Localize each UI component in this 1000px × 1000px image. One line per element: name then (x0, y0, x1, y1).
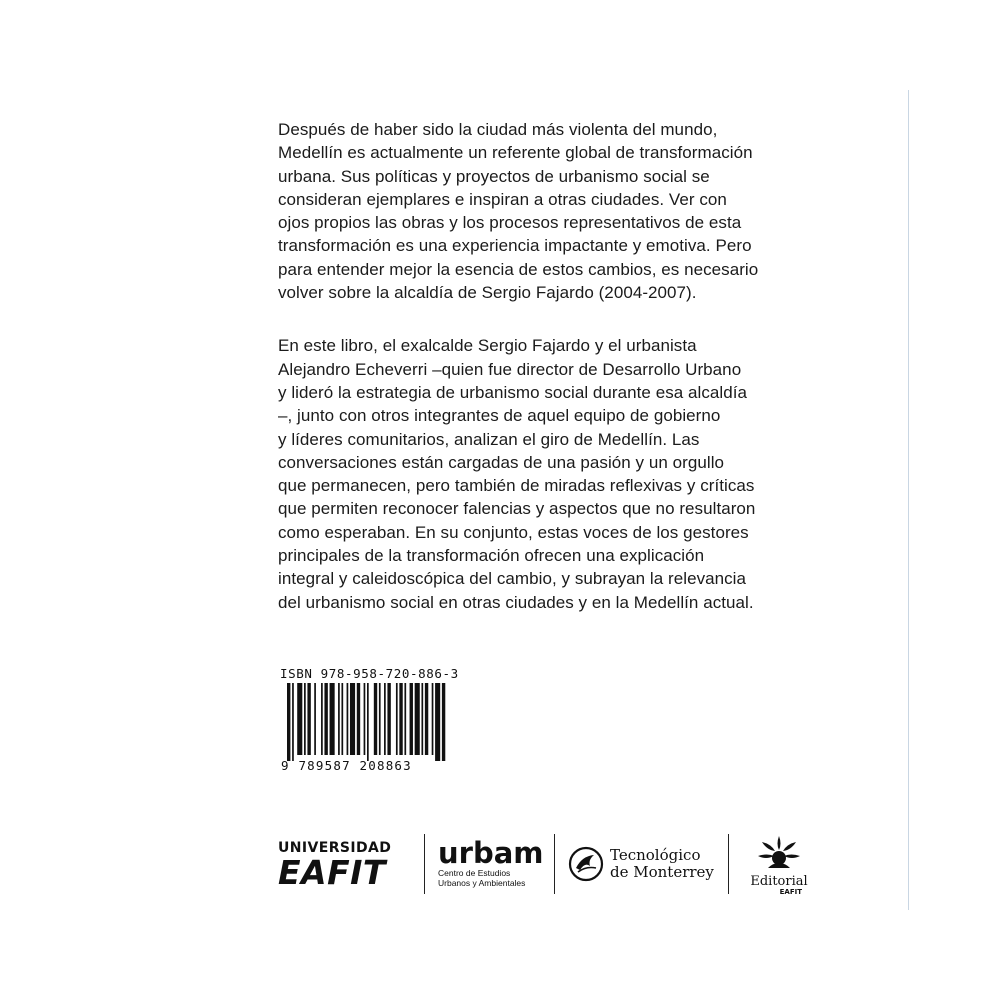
barcode-bar (379, 683, 381, 755)
blurb-line: y lideró la estrategia de urbanismo social durante esa alcaldía (278, 382, 748, 402)
barcode-bar (338, 683, 340, 755)
blurb-line: Después de haber sido la ciudad más violenta del mundo, (278, 120, 718, 139)
back-cover-blurb (278, 118, 838, 614)
blurb-line: que permiten reconocer falencias y aspectos que no resultaron (278, 499, 756, 519)
blurb-line: integral y caleidoscópica del cambio, y subrayan la relevancia (278, 569, 747, 589)
barcode-bar (321, 683, 323, 755)
barcode-bar (314, 683, 316, 755)
barcode-bar (435, 683, 440, 761)
editorial-eafit-wordmark: EAFIT (779, 888, 802, 896)
barcode-bar (399, 683, 402, 755)
barcode-bar (292, 683, 294, 761)
barcode-bar (330, 683, 335, 755)
logo-divider (424, 834, 425, 894)
blurb-line: urbana. Sus políticas y proyectos de urbanismo social se (278, 166, 710, 186)
barcode-bar (374, 683, 377, 755)
blurb-line: Alejandro Echeverri –quien fue director de Desarrollo Urbano (278, 359, 742, 379)
barcode-bar (384, 683, 386, 755)
publisher-logos (278, 832, 818, 896)
eafit-logo-line-1: UNIVERSIDAD (278, 840, 392, 856)
urbam-logo (438, 838, 544, 888)
blurb-line: y líderes comunitarios, analizan el giro de Medellín. Las (278, 429, 700, 449)
blurb-line: del urbanismo social en otras ciudades y en la Medellín actual. (278, 592, 754, 612)
tec-seal-icon (568, 846, 604, 882)
eafit-logo (278, 840, 391, 890)
barcode-bar (396, 683, 398, 755)
logo-divider (554, 834, 555, 894)
spine-fold-line (908, 90, 909, 910)
blurb-line: En este libro, el exalcalde Sergio Fajardo y el urbanista (278, 336, 697, 356)
tec-wordmark-line-2: de Monterrey (610, 863, 714, 881)
barcode-bar (442, 683, 445, 761)
barcode-bar (287, 683, 290, 761)
blurb-line: Medellín es actualmente un referente global de transformación (278, 143, 753, 163)
blurb-line: que permanecen, pero también de miradas reflexivas y críticas (278, 476, 755, 496)
blurb-line: volver sobre la alcaldía de Sergio Fajardo (2004-2007). (278, 283, 697, 303)
blurb-line: ojos propios las obras y los procesos representativos de esta (278, 213, 742, 233)
blurb-paragraph-2 (278, 334, 838, 614)
barcode-bar (297, 683, 302, 755)
tec-wordmark (610, 847, 714, 881)
isbn-barcode (287, 683, 447, 761)
barcode-bar (404, 683, 406, 755)
barcode-bar (307, 683, 310, 755)
barcode-bar (341, 683, 343, 755)
barcode-bar (347, 683, 349, 755)
barcode-bar (410, 683, 413, 755)
barcode-bar (367, 683, 369, 761)
barcode-bar (324, 683, 327, 755)
tec-wordmark-line-1: Tecnológico (610, 846, 701, 864)
urbam-subtitle-2: Urbanos y Ambientales (438, 878, 526, 888)
barcode-bar (364, 683, 366, 755)
logo-divider (728, 834, 729, 894)
blurb-paragraph-1 (278, 118, 838, 304)
barcode-bar (304, 683, 306, 755)
blurb-line: conversaciones están cargadas de una pasión y un orgullo (278, 452, 725, 472)
blurb-line: –, junto con otros integrantes de aquel equipo de gobierno (278, 406, 721, 426)
blurb-line: como esperaban. En su conjunto, estas voces de los gestores (278, 522, 749, 542)
blurb-line: principales de la transformación ofrecen una explicación (278, 546, 705, 566)
barcode-bar (350, 683, 355, 755)
editorial-eafit-logo (746, 832, 812, 896)
editorial-wordmark: Editorial (750, 874, 808, 889)
barcode-bar (425, 683, 428, 755)
blurb-line: consideran ejemplares e inspiran a otras ciudades. Ver con (278, 189, 727, 209)
blurb-line: para entender mejor la esencia de estos cambios, es necesario (278, 259, 759, 279)
barcode-bar (387, 683, 390, 755)
blurb-line: transformación es una experiencia impactante y emotiva. Pero (278, 236, 752, 256)
editorial-sun-icon (756, 832, 802, 872)
barcode-bar (415, 683, 420, 755)
urbam-wordmark: urbam (438, 836, 544, 870)
eafit-logo-line-2: EAFIT (278, 853, 386, 892)
tec-monterrey-logo (568, 846, 714, 882)
barcode-bar (432, 683, 434, 755)
barcode-bar (421, 683, 423, 755)
urbam-subtitle-1: Centro de Estudios (438, 868, 511, 878)
isbn-label: ISBN 978-958-720-886-3 (280, 666, 459, 681)
barcode-bar (357, 683, 360, 755)
barcode-digits: 9 789587 208863 (281, 758, 412, 773)
